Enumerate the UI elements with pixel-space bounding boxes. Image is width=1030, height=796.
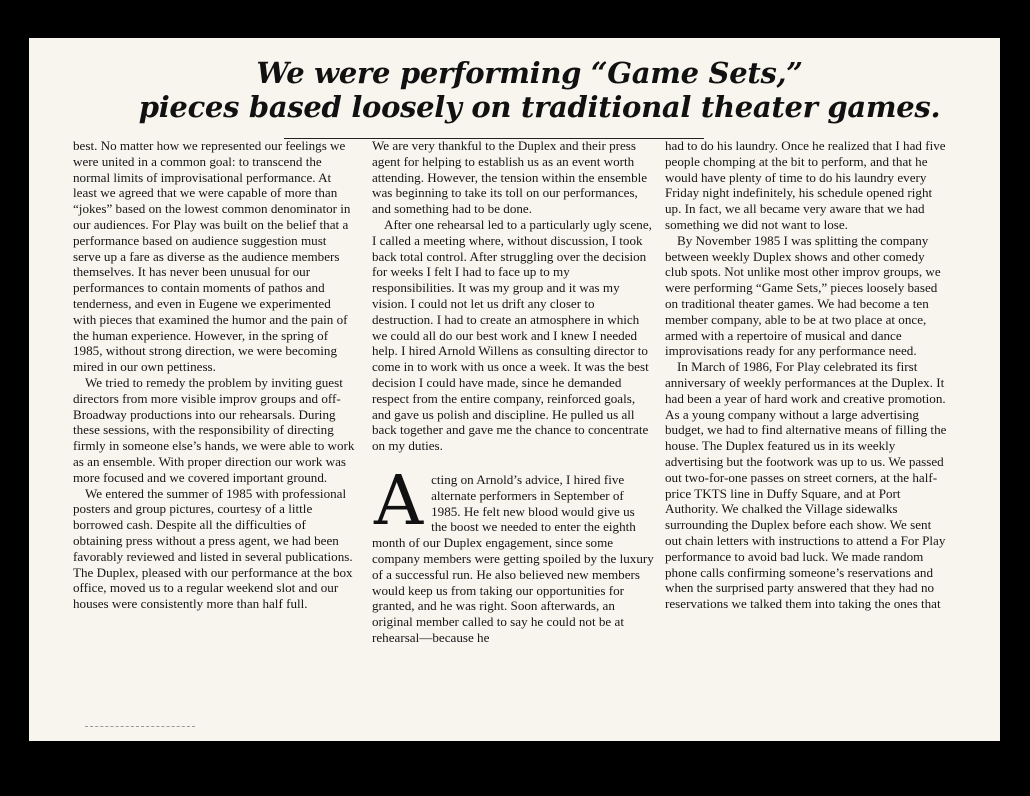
column-2-dropcap-paragraph xyxy=(372,461,654,646)
headline-line-1: We were performing “Game Sets,” xyxy=(256,56,803,90)
column-3-paragraph-2: By November 1985 I was splitting the company between weekly Duplex shows and other comedy club spots. Not unlike most other improv groups, we were performing “Game Sets,” pieces loosely based on traditional theater games. We had become a ten member company, able to be at two place at once, armed with a repertoire of musical and dance improvisations ready for any performance need. xyxy=(665,232,941,359)
column-1-paragraph-1: best. No matter how we represented our feelings we were united in a common goal: to transcend the normal limits of improvisational performance. At least we agreed that we were capable of more than “jokes” based on the lowest common denominator in our audiences. For Play was built on the belief that a performance based on audience suggestion must serve up a fare as diverse as the audience members themselves. It has never been unusual for our performances to contain moments of pathos and tenderness, and even in Eugene we experimented with pieces that examined the humor and the pain of the human experience. However, in the spring of 1985, without strong direction, we were becoming mired in our own pettiness. xyxy=(73,138,351,375)
column-1-paragraph-2: We tried to remedy the problem by inviting guest directors from more visible improv groups and off-Broadway productions into our rehearsals. During these sessions, with the responsibility of directing firmly in someone else’s hands, we were able to work as an ensemble. With proper direction our work was more focused and we covered important ground. xyxy=(73,374,355,485)
column-3-paragraph-3: In March of 1986, For Play celebrated its first anniversary of weekly performances at the Duplex. It had been a year of hard work and creative promotion. As a young company without a large advertising budget, we had to find alternative means of filling the house. The Duplex featured us in its weekly advertising but the footwork was up to us. We passed out two-for-one passes on street corners, at the half-price TKTS line in Duffy Square, and at Port Authority. We chalked the Village sidewalks surrounding the Duplex before each show. We sent out chain letters with instructions to attend a For Play performance to avoid bad luck. We made random phone calls confirming someone’s reservations and when the surprised party answered that they had no reservations we talked them into taking the ones that xyxy=(665,359,947,612)
dropcap-paragraph-text: cting on Arnold’s advice, I hired five alternate performers in September of 1985. He felt new blood would give us the boost we needed to enter the eighth month of our Duplex engagement, since some company members were getting spoiled by the luxury of a successful run. He also believed new members would keep us from taking our opportunities for granted, and he was right. Soon afterwards, an original member called to say he could not be at rehearsal—because he xyxy=(372,471,654,645)
column-1-paragraph-3: We entered the summer of 1985 with professional posters and group pictures, courtesy of a little borrowed cash. Despite all the difficulties of obtaining press without a press agent, we had been favorably reviewed and listed in several publications. The Duplex, pleased with our performance at the box office, moved us to a regular weekend slot and our houses were consistently more than half full. xyxy=(73,485,353,612)
column-1 xyxy=(73,138,355,612)
drop-cap-letter: A xyxy=(374,461,424,541)
pull-quote-headline xyxy=(29,56,1000,124)
column-3-paragraph-1: had to do his laundry. Once he realized that I had five people chomping at the bit to perform, and that he would have plenty of time to do his laundry every Friday night indefinitely, his schedule opened right up. In fact, we all became very aware that we had something we did not want to lose. xyxy=(665,138,946,232)
column-2-paragraph-1: We are very thankful to the Duplex and their press agent for helping to establish us as an event worth attending. However, the tension within the ensemble was beginning to take its toll on our performances, and something had to be done. xyxy=(372,138,648,217)
cut-off-footer-line xyxy=(85,726,195,729)
column-2 xyxy=(372,138,654,646)
column-3 xyxy=(665,138,947,612)
headline-line-2: pieces based loosely on traditional theater games. xyxy=(138,90,941,124)
magazine-page xyxy=(29,38,1000,741)
column-2-paragraph-2: After one rehearsal led to a particularly ugly scene, I called a meeting where, without discussion, I took back total control. After struggling over the decision for weeks I felt I had to face up to my responsibilities. It was my group and it was my vision. I could not let us drift any closer to destruction. I had to create an atmosphere in which we could all do our best work and I knew I needed help. I hired Arnold Willens as consulting director to come in to work with us once a week. It was the best decision I could have made, since he demanded respect from the entire company, reinforced goals, and gave us polish and discipline. He pulled us all back together and gave me the chance to concentrate on my duties. xyxy=(372,216,652,454)
